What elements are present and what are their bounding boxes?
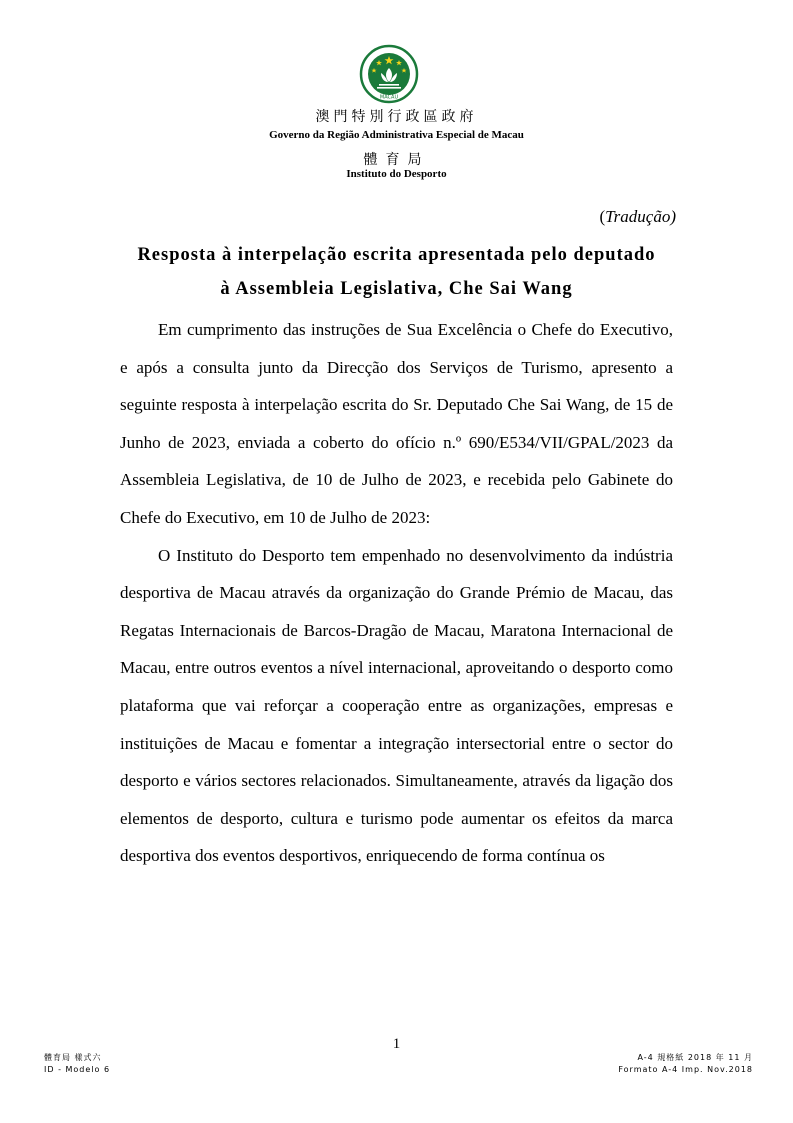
page-number: 1 [392,1036,401,1052]
institute-name-zh: 體育局 [363,152,430,168]
translation-note [599,207,676,227]
institute-name-pt: Instituto do Desporto [346,168,447,180]
footer-left [44,1052,110,1076]
government-name-zh: 澳門特別行政區政府 [315,109,478,125]
macau-emblem-icon [357,44,421,104]
footer-right-zh: A-4 規格紙 2018 年 11 月 [637,1053,753,1062]
title-line-2: à Assembleia Legislativa, Che Sai Wang [220,279,573,299]
footer-right-pt: Formato A-4 Imp. Nov.2018 [618,1065,753,1074]
translation-word: Tradução) [605,207,676,226]
body-paragraph: O Instituto do Desporto tem empenhado no desenvolvimento da indústria desportiva de Macau através da organização do Grande Prémio de Macau, das Regatas Internacionais de Barcos-Dragão de Macau, Maratona Internacional de Macau, entre outros eventos a nível internacional, aproveitando o desporto como plataforma que vai reforçar a cooperação entre as organizações, empresas e instituições de Macau e fomentar a integração intersectorial entre o sector do desporto e vários sectores relacionados. Simultaneamente, através da ligação dos elementos de desporto, cultura e turismo pode aumentar os efeitos da marca desportiva dos eventos desportivos, enriquecendo de forma contínua os [120,545,673,866]
title-line-1: Resposta à interpelação escrita apresentada pelo deputado [137,245,656,265]
government-name-pt: Governo da Região Administrativa Especial de Macau [269,129,524,141]
document-title [110,238,683,306]
footer-right [618,1052,753,1076]
document-body [120,311,673,875]
body-paragraph: Em cumprimento das instruções de Sua Excelência o Chefe do Executivo, e após a consulta junto da Direcção dos Serviços de Turismo, apresento a seguinte resposta à interpelação escrita do Sr. Deputado Che Sai Wang, de 15 de Junho de 2023, enviada a coberto do ofício n.º 690/E534/VII/GPAL/2023 da Assembleia Legislativa, de 10 de Julho de 2023, e recebida pelo Gabinete do Chefe do Executivo, em 10 de Julho de 2023: [120,320,673,527]
translation-paren: ( [599,207,606,226]
footer-left-pt: ID - Modelo 6 [44,1065,111,1074]
footer-left-zh: 體育局 樣式六 [44,1053,102,1062]
emblem-label: MACAU [379,94,399,101]
